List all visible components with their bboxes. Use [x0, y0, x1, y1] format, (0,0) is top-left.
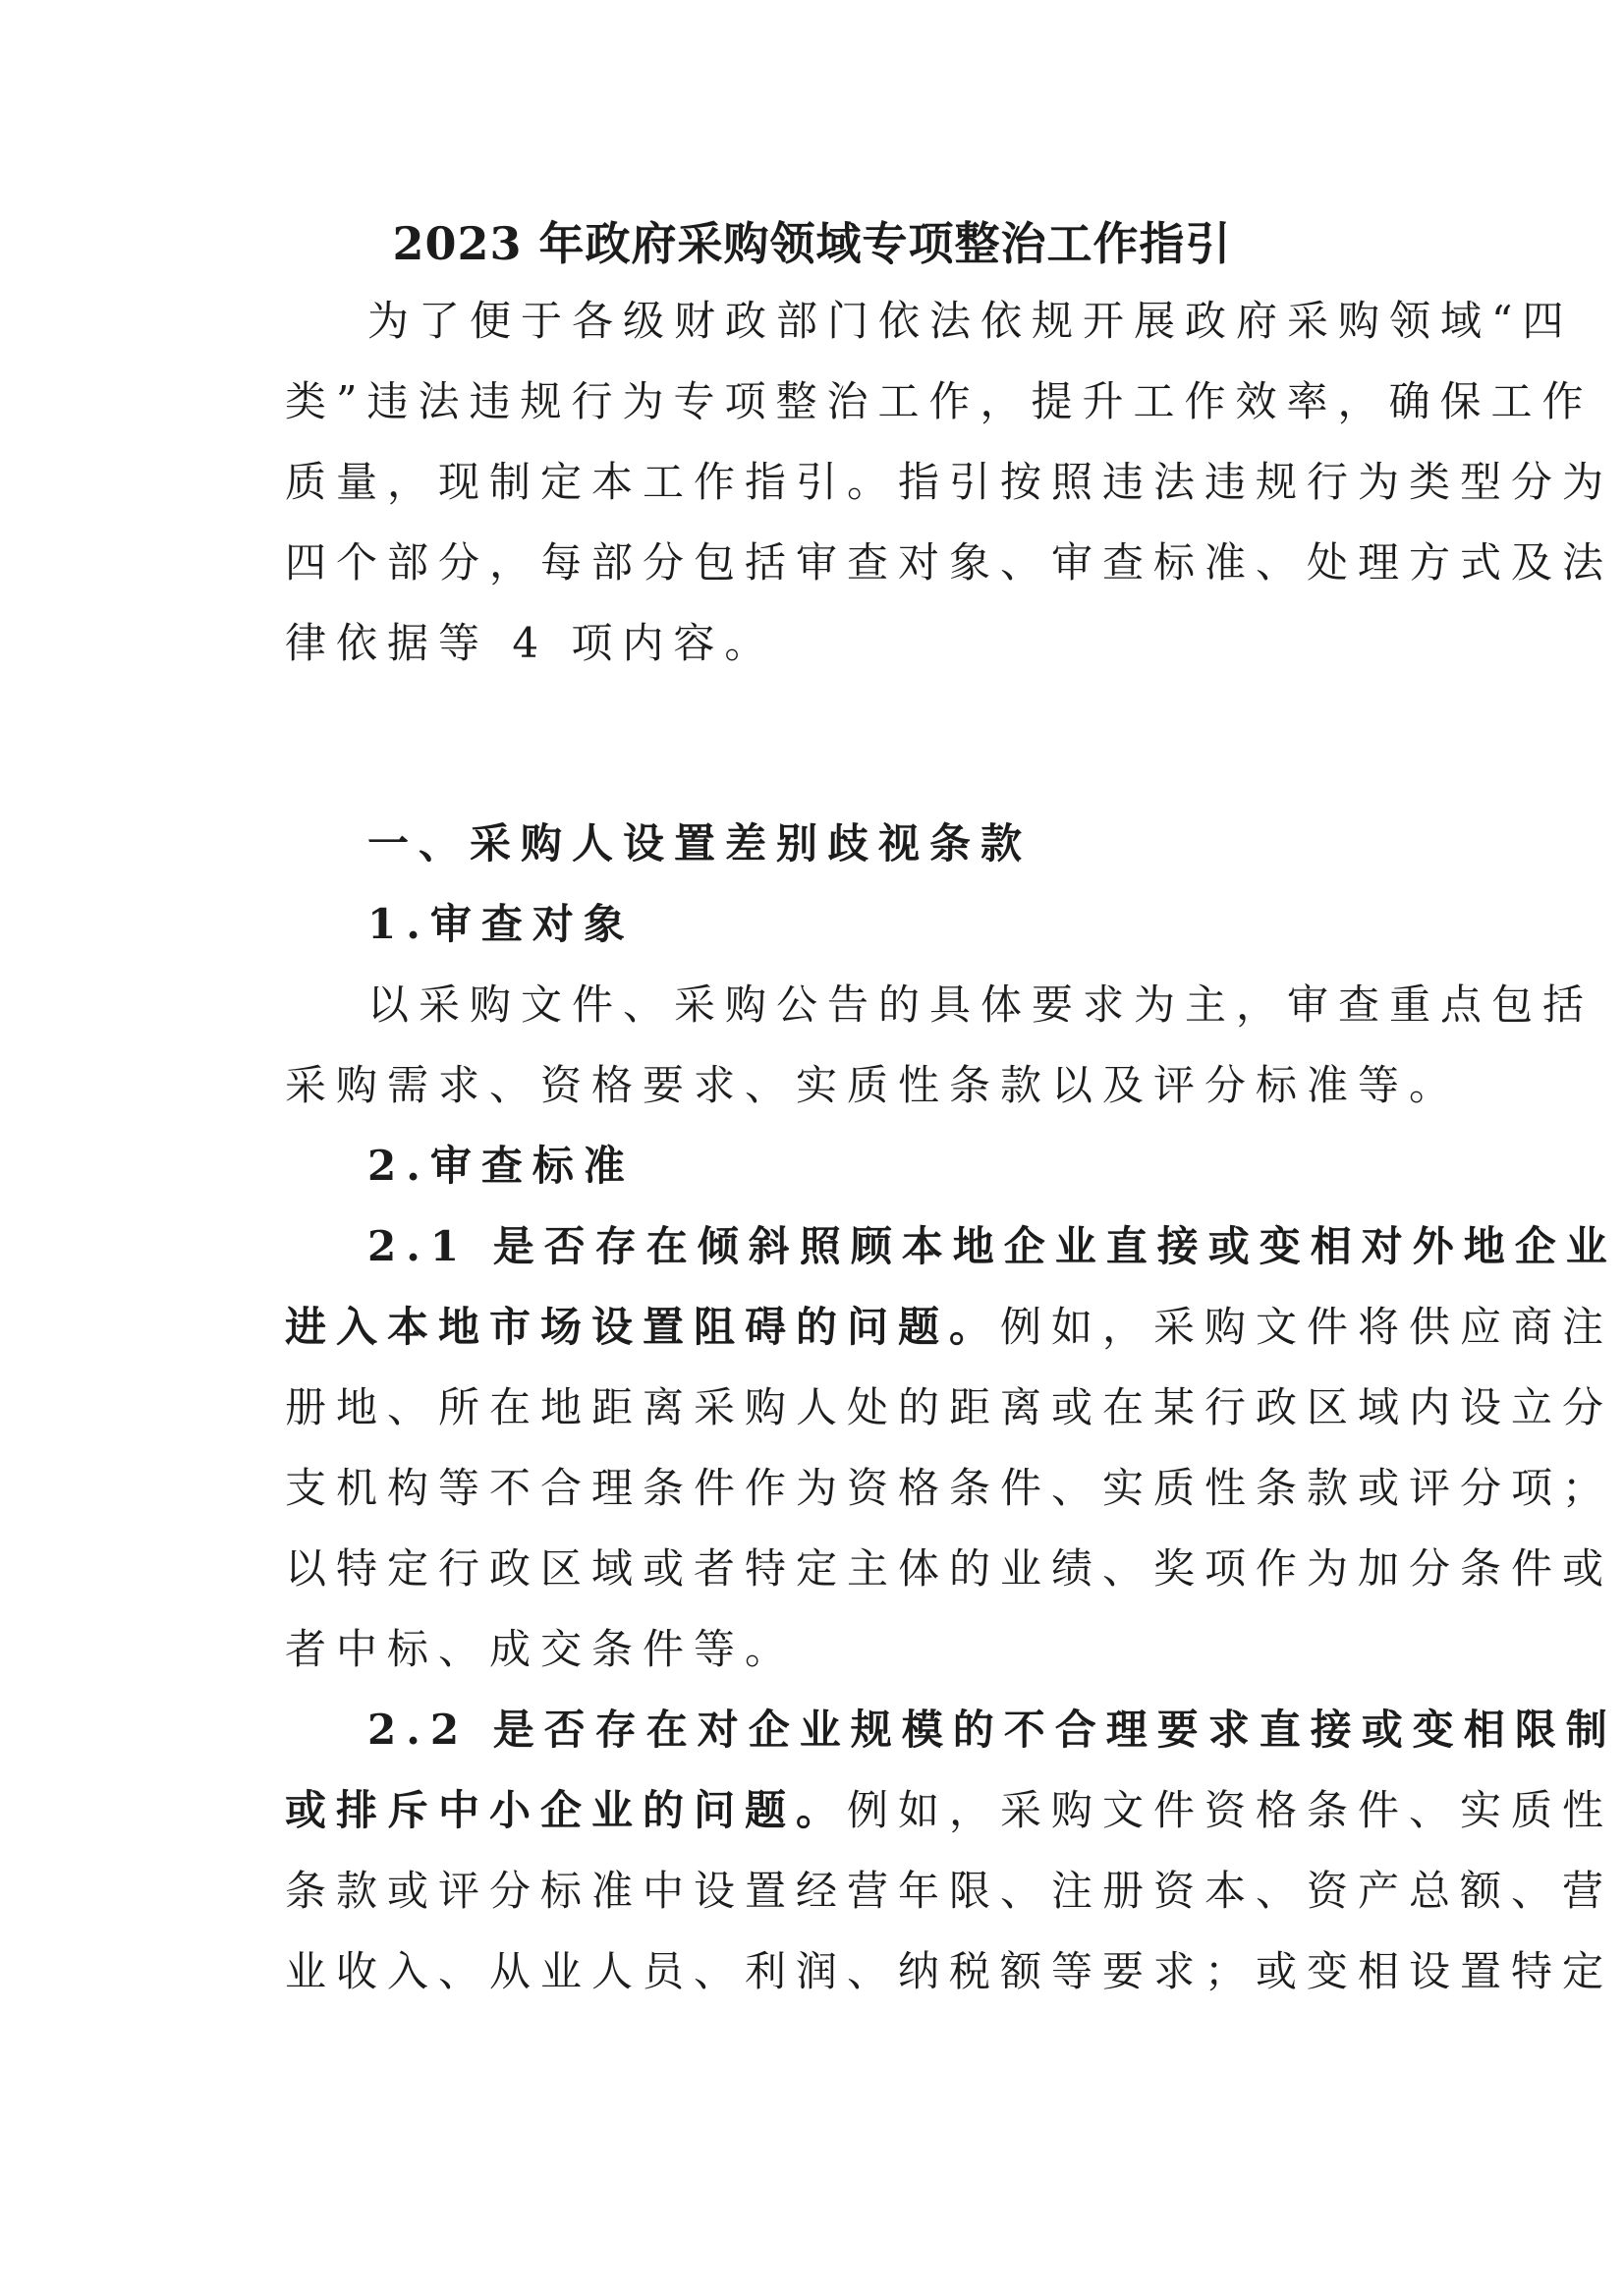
item-2-1-example-start: 例如，采购文件将供应商注: [1000, 1303, 1614, 1351]
item-2-1-bold-line: 2.1 是否存在倾斜照顾本地企业直接或变相对外地企业: [367, 1222, 1617, 1270]
section-1: [285, 804, 1377, 884]
subsection-1-text: [285, 965, 1595, 1045]
item-2-1-line: 者中标、成交条件等。: [285, 1625, 797, 1673]
item-2-2-example-start: 例如，采购文件资格条件、实质性: [847, 1786, 1614, 1834]
item-2-1-line: 支机构等不合理条件作为资格条件、实质性条款或评分项；: [285, 1464, 1614, 1512]
intro-line: 类”违法违规行为专项整治工作，提升工作效率，确保工作: [285, 377, 1594, 425]
item-2-2-bold-tail: 或排斥中小企业的问题。: [285, 1786, 848, 1834]
item-2-1-bold-tail: 进入本地市场设置阻碍的问题。: [285, 1303, 1001, 1351]
intro-paragraph: [285, 281, 1614, 684]
intro-line: 律依据等 4 项内容。: [285, 619, 776, 667]
item-2-2-text: [285, 1690, 1617, 1770]
item-2-2-bold-line: 2.2 是否存在对企业规模的不合理要求直接或变相限制: [367, 1706, 1617, 1754]
item-2-1-line: 以特定行政区域或者特定主体的业绩、奖项作为加分条件或: [285, 1544, 1614, 1593]
subsection-2-heading: 2.审查标准: [367, 1142, 635, 1190]
intro-line: 质量，现制定本工作指引。指引按照违法违规行为类型分为: [285, 458, 1614, 506]
subsection-2: [285, 1126, 1377, 1206]
intro-text: [285, 281, 1574, 362]
subsection-1-heading: 1.审查对象: [367, 900, 635, 948]
intro-line: 为了便于各级财政部门依法依规开展政府采购领域“四: [367, 297, 1574, 345]
document-title: 2023 年政府采购领域专项整治工作指引: [392, 217, 1232, 270]
subsection-1-line: 以采购文件、采购公告的具体要求为主，审查重点包括: [367, 980, 1595, 1029]
item-2-2-line: 条款或评分标准中设置经营年限、注册资本、资产总额、营: [285, 1867, 1614, 1915]
item-2-1: [285, 1206, 1617, 1690]
item-2-1-text: [285, 1206, 1617, 1287]
item-2-2: [285, 1690, 1617, 2012]
item-2-2-line: 业收入、从业人员、利润、纳税额等要求；或变相设置特定: [285, 1947, 1614, 1995]
item-2-1-line: 册地、所在地距离采购人处的距离或在某行政区域内设立分: [285, 1383, 1614, 1431]
subsection-1-line: 采购需求、资格要求、实质性条款以及评分标准等。: [285, 1061, 1461, 1109]
item-2-2-line: [285, 1770, 1614, 1851]
subsection-1: [285, 884, 1595, 1126]
intro-line: 四个部分，每部分包括审查对象、审查标准、处理方式及法: [285, 538, 1614, 587]
item-2-1-line: [285, 1287, 1614, 1368]
section-1-heading: 一、采购人设置差别歧视条款: [367, 819, 1033, 868]
